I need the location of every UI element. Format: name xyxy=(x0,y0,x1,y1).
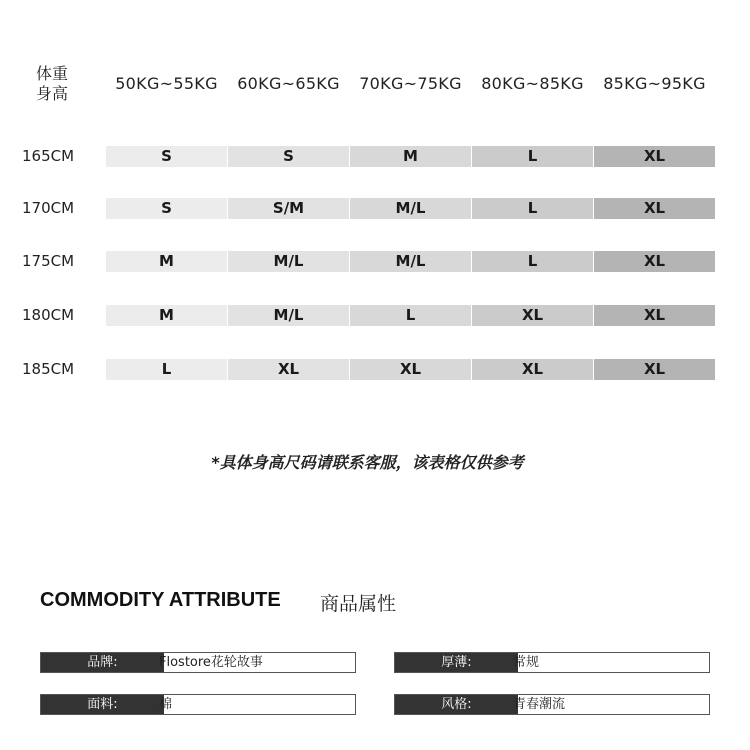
size-cell: M/L xyxy=(350,198,471,219)
size-row xyxy=(0,198,750,219)
attribute-value: Flostore花轮故事 xyxy=(159,655,263,670)
size-cell: M xyxy=(106,251,227,272)
size-cell: S xyxy=(228,146,349,167)
attribute-value: 常规 xyxy=(513,655,540,670)
size-cell: XL xyxy=(594,146,715,167)
attribute-key: 风格: xyxy=(395,695,518,714)
attribute-title-cn: 商品属性 xyxy=(320,593,397,615)
size-row xyxy=(0,251,750,272)
size-row xyxy=(0,146,750,167)
attribute-thickness xyxy=(394,652,710,673)
size-cell: XL xyxy=(594,198,715,219)
size-cell: M/L xyxy=(228,305,349,326)
size-cell: M/L xyxy=(350,251,471,272)
size-cell: L xyxy=(472,198,593,219)
size-cell: L xyxy=(350,305,471,326)
attribute-key: 品牌: xyxy=(41,653,164,672)
attribute-style xyxy=(394,694,710,715)
size-cell: L xyxy=(106,359,227,380)
height-label: 165CM xyxy=(22,147,75,165)
height-label: 185CM xyxy=(22,360,75,378)
size-cell: XL xyxy=(594,305,715,326)
weight-header-label: 体重 xyxy=(36,64,69,83)
attribute-fabric xyxy=(40,694,356,715)
size-cell: L xyxy=(472,146,593,167)
size-cell: L xyxy=(472,251,593,272)
size-cell: M xyxy=(106,305,227,326)
size-cell: XL xyxy=(594,359,715,380)
attribute-title-en: COMMODITY ATTRIBUTE xyxy=(40,589,281,611)
weight-column-header: 70KG~75KG xyxy=(359,74,462,93)
size-cell: S xyxy=(106,146,227,167)
size-cell: XL xyxy=(228,359,349,380)
weight-column-header: 80KG~85KG xyxy=(481,74,584,93)
size-cell: S xyxy=(106,198,227,219)
chart-corner-header xyxy=(36,64,68,104)
size-row xyxy=(0,305,750,326)
size-chart-note: *具体身高尺码请联系客服，该表格仅供参考 xyxy=(211,453,524,472)
attribute-value: 青春潮流 xyxy=(513,697,566,712)
size-cell: XL xyxy=(350,359,471,380)
height-label: 180CM xyxy=(22,306,75,324)
weight-column-header: 50KG~55KG xyxy=(115,74,218,93)
size-cell: XL xyxy=(594,251,715,272)
attribute-key: 厚薄: xyxy=(395,653,518,672)
height-label: 175CM xyxy=(22,252,75,270)
size-cell: XL xyxy=(472,359,593,380)
height-header-label: 身高 xyxy=(36,84,69,103)
attribute-key: 面料: xyxy=(41,695,164,714)
size-cell: S/M xyxy=(228,198,349,219)
size-cell: M xyxy=(350,146,471,167)
weight-column-header: 60KG~65KG xyxy=(237,74,340,93)
size-row xyxy=(0,359,750,380)
attribute-brand xyxy=(40,652,356,673)
attribute-value: 棉 xyxy=(159,697,173,712)
weight-column-header: 85KG~95KG xyxy=(603,74,706,93)
size-cell: M/L xyxy=(228,251,349,272)
size-cell: XL xyxy=(472,305,593,326)
height-label: 170CM xyxy=(22,199,75,217)
